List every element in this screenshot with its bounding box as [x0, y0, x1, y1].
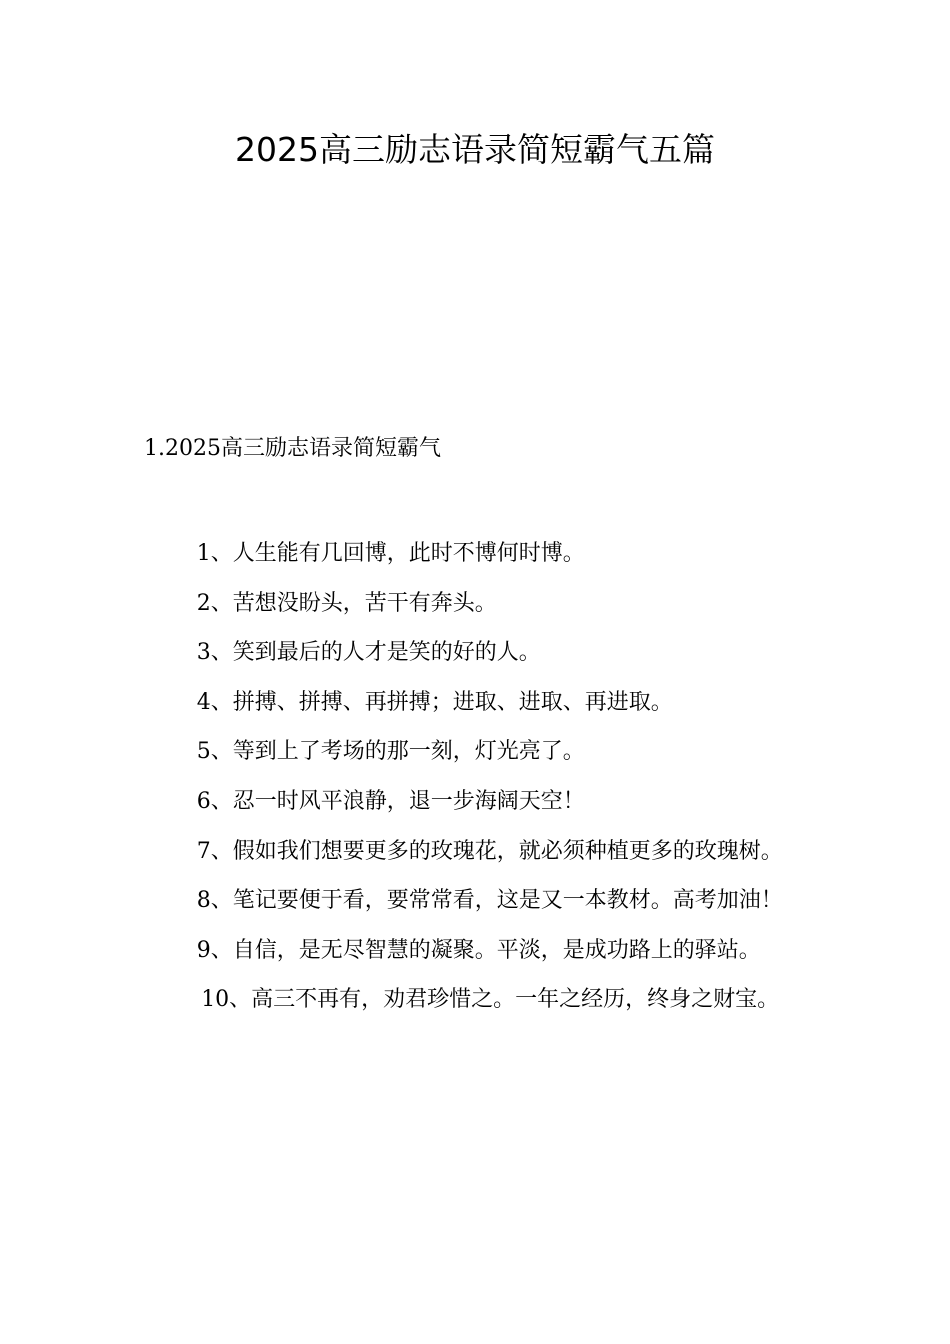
- quote-item: 1、人生能有几回博，此时不博何时博。: [196, 541, 585, 566]
- document-title: 2025高三励志语录简短霸气五篇: [235, 130, 715, 169]
- quote-item: 9、自信，是无尽智慧的凝聚。平淡，是成功路上的驿站。: [196, 937, 761, 963]
- quote-item: 5、等到上了考场的那一刻，灯光亮了。: [196, 739, 585, 765]
- quote-list: [144, 529, 806, 1025]
- section-heading: 1.2025高三励志语录简短霸气: [144, 436, 441, 461]
- quote-item: 3、笑到最后的人才是笑的好的人。: [196, 640, 541, 666]
- quote-item: 4、拼搏、拼搏、再拼搏；进取、进取、再进取。: [196, 689, 673, 715]
- quote-item: 10、高三不再有，劝君珍惜之。一年之经历，终身之财宝。: [201, 987, 780, 1013]
- quote-item: 7、假如我们想要更多的玫瑰花，就必须种植更多的玫瑰树。: [196, 838, 783, 864]
- quote-item: 6、忍一时风平浪静，退一步海阔天空！: [196, 788, 585, 814]
- quote-item: 2、苦想没盼头，苦干有奔头。: [196, 590, 497, 616]
- quote-item: 8、笔记要便于看，要常常看，这是又一本教材。高考加油！: [196, 888, 783, 914]
